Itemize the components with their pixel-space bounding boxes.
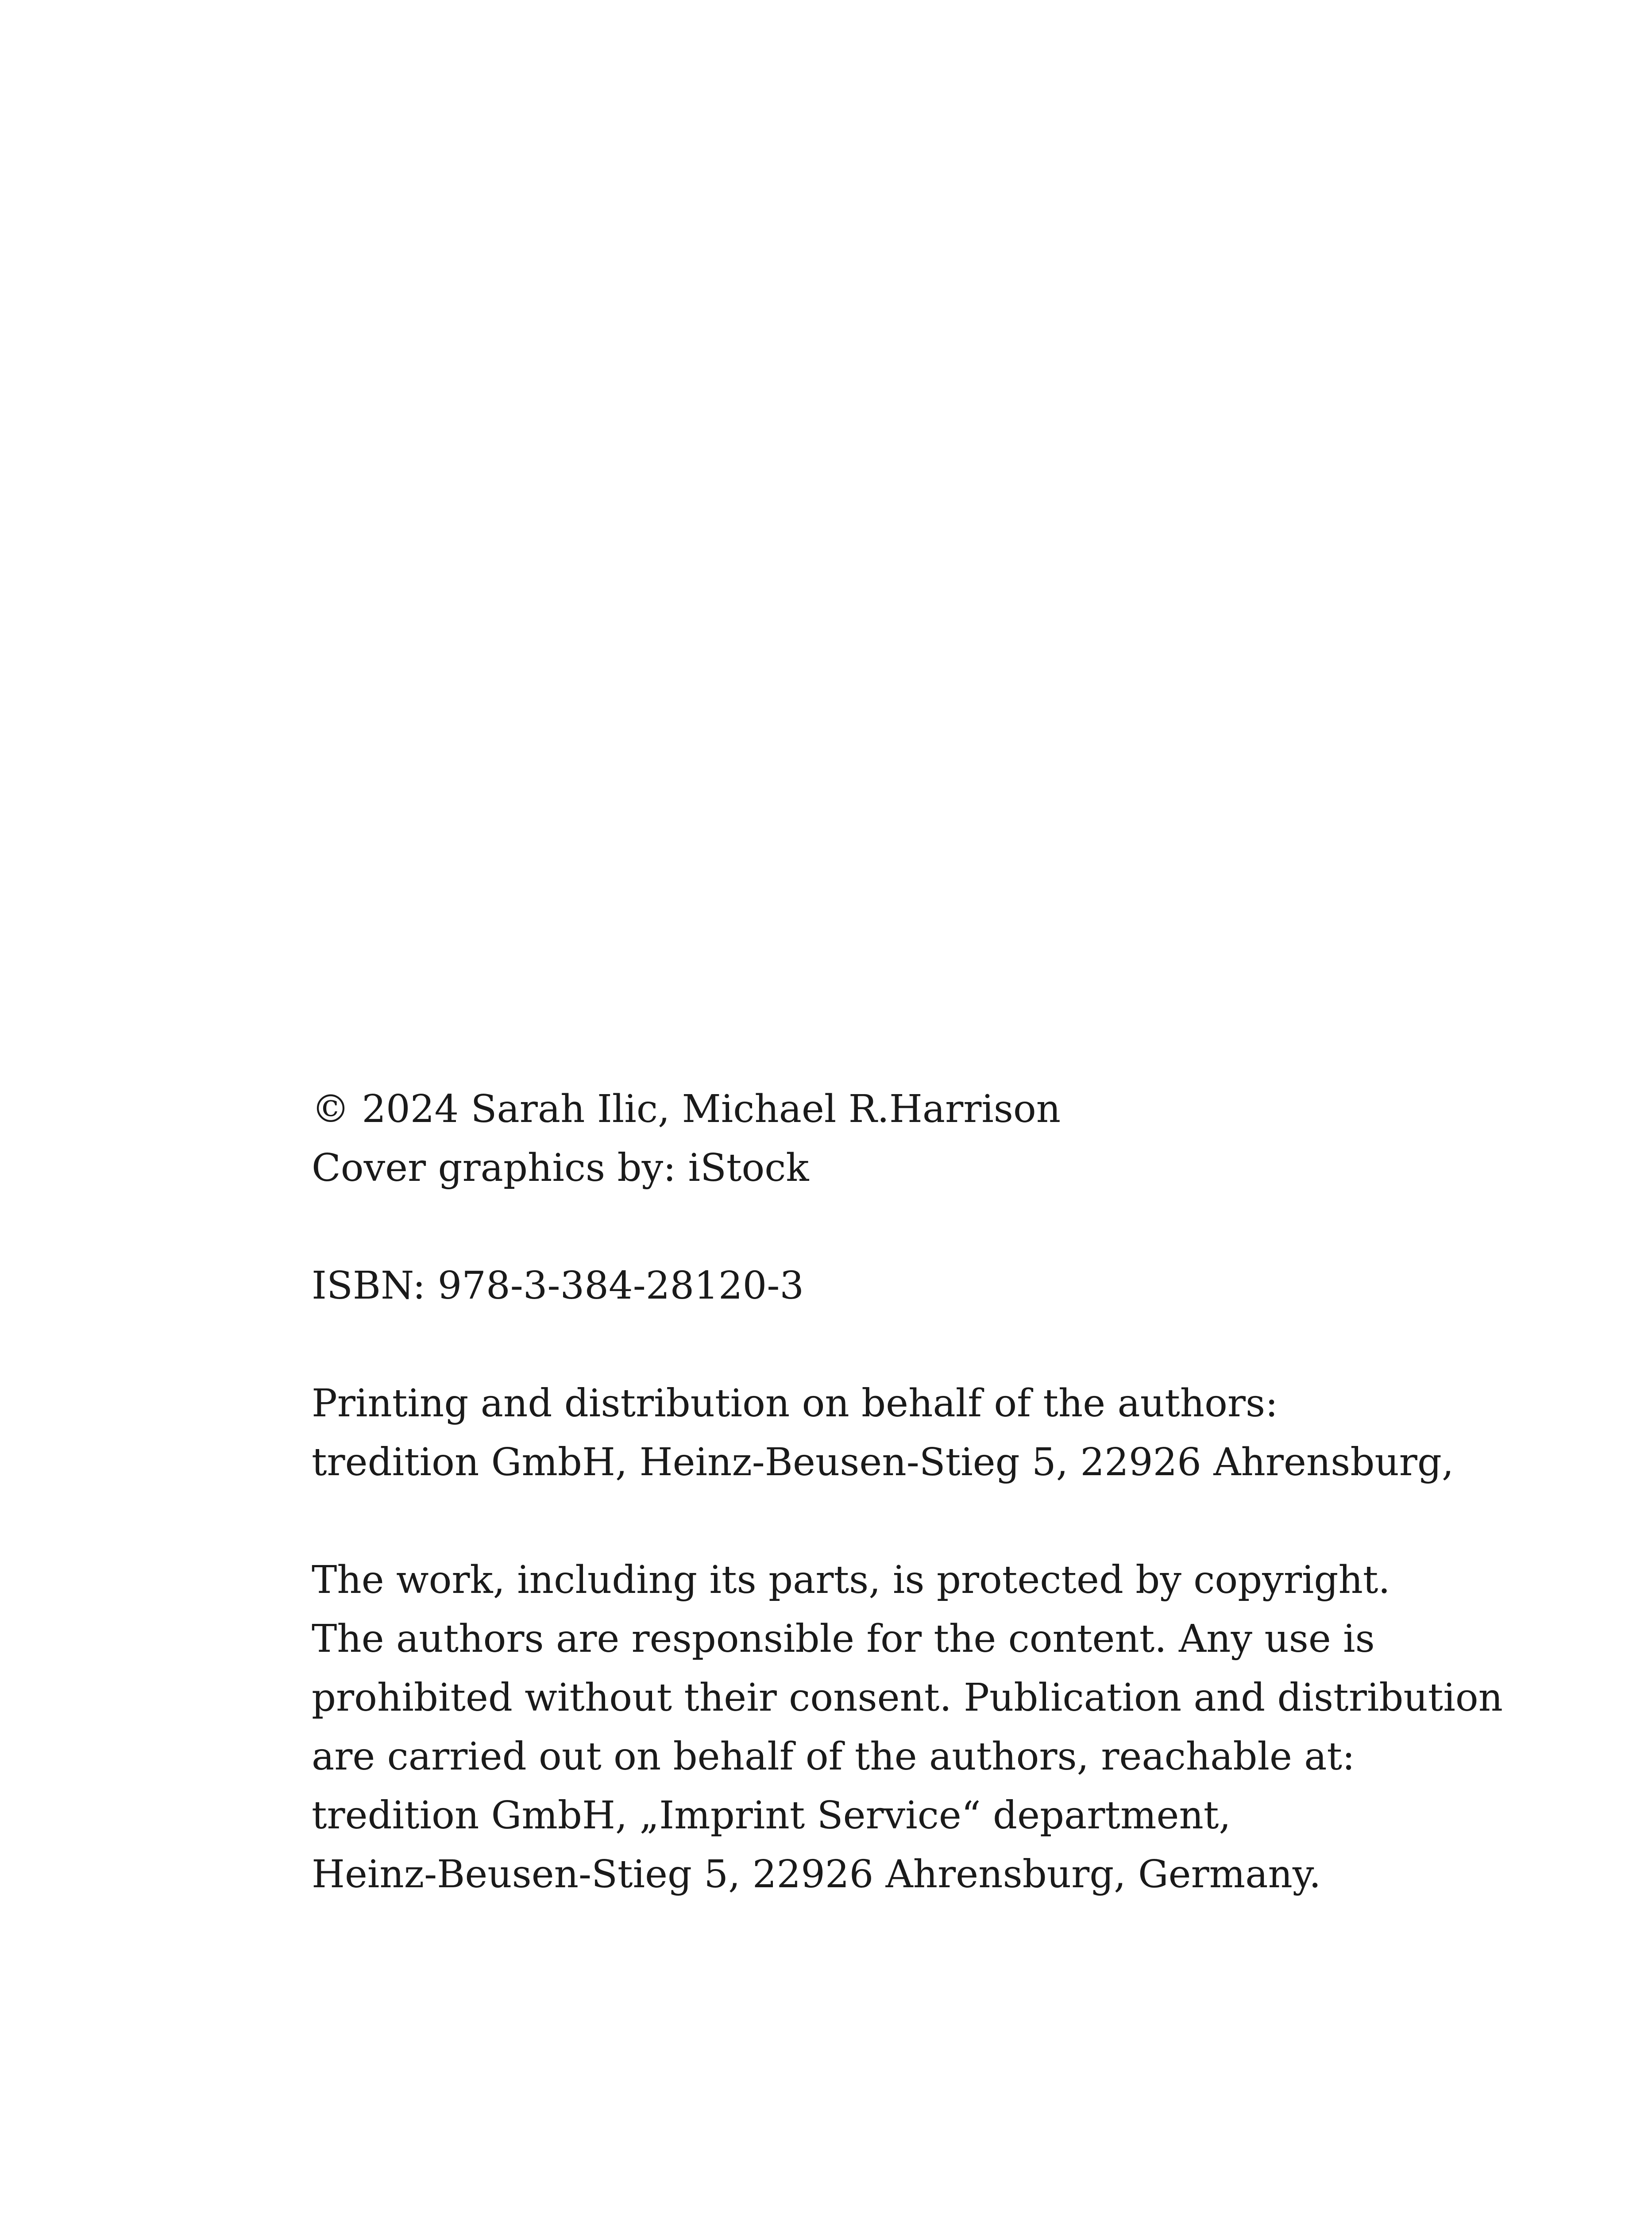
rights-line: prohibited without their consent. Publication and distribution bbox=[312, 1676, 1503, 1720]
spacer bbox=[312, 1315, 1507, 1374]
rights-line: are carried out on behalf of the authors, reachable at: bbox=[312, 1735, 1355, 1779]
spacer bbox=[312, 1492, 1507, 1551]
spacer bbox=[312, 1198, 1507, 1257]
isbn-line: ISBN: 978-3-384-28120-3 bbox=[312, 1264, 804, 1308]
rights-line: tredition GmbH, „Imprint Service“ department, bbox=[312, 1793, 1231, 1838]
cover-credit-line: Cover graphics by: iStock bbox=[312, 1146, 809, 1190]
imprint-block bbox=[312, 1080, 1507, 1904]
rights-line: Heinz-Beusen-Stieg 5, 22926 Ahrensburg, Germany. bbox=[312, 1852, 1321, 1897]
rights-line: The work, including its parts, is protected by copyright. bbox=[312, 1558, 1390, 1602]
printing-line-1: Printing and distribution on behalf of the authors: bbox=[312, 1381, 1278, 1426]
copyright-line: © 2024 Sarah Ilic, Michael R.Harrison bbox=[312, 1087, 1061, 1131]
rights-line: The authors are responsible for the content. Any use is bbox=[312, 1617, 1375, 1661]
printing-line-2: tredition GmbH, Heinz-Beusen-Stieg 5, 22926 Ahrensburg, bbox=[312, 1440, 1454, 1484]
